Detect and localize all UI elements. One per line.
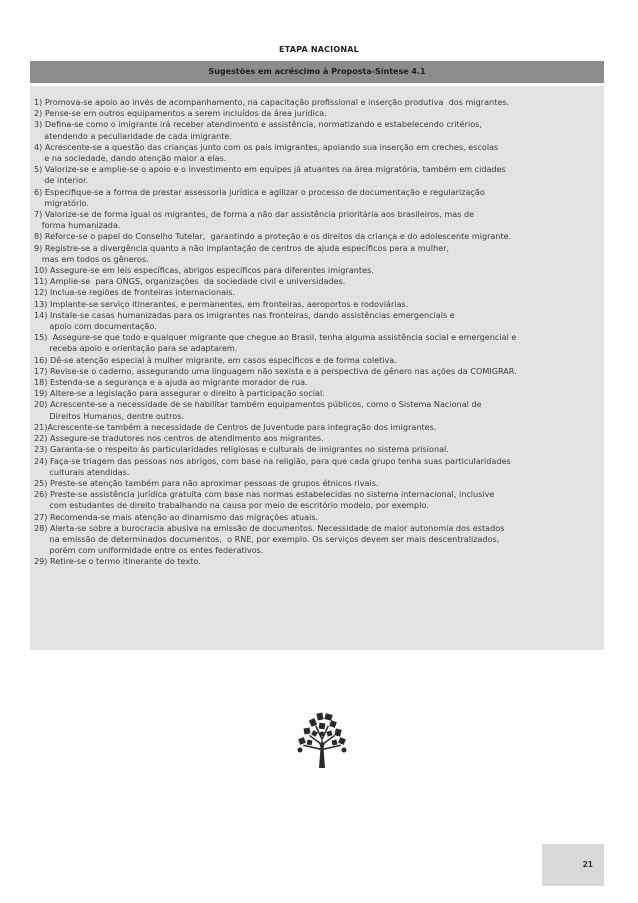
tree-icon (297, 712, 347, 768)
list-item: 16) Dê-se atenção especial à mulher migrante, em casos específicos e de forma coletiva. (34, 354, 397, 365)
list-item: atendendo a peculiaridade de cada imigrante. (34, 130, 232, 141)
list-item: na emissão de determinados documentos, o RNE, por exemplo. Os serviços devem ser mais descentralizados, (34, 533, 500, 544)
list-item: 19) Altere-se a legislação para assegurar o direito à participação social. (34, 388, 325, 399)
list-item: de interior. (34, 175, 89, 186)
list-item: 2) Pense-se em outros equipamentos a serem incluídos da área jurídica. (34, 108, 327, 119)
list-item: 17) Revise-se o caderno, assegurando uma linguagem não sexista e a perspectiva de gênero nas ações da COMIGRAR. (34, 365, 517, 376)
list-item: 23) Garanta-se o respeito às particularidades religiosas e culturais de imigrantes no sistema prisional. (34, 444, 449, 455)
list-item: culturais atendidas. (34, 466, 130, 477)
list-item: 20) Acrescente-se a necessidade de se habilitar também equipamentos públicos, como o Sistema Nacional de (34, 399, 482, 410)
suggestions-list (30, 86, 604, 650)
page-number: 21 (582, 860, 593, 869)
list-item: 25) Preste-se atenção também para não aproximar pessoas de grupos étnicos rivais. (34, 477, 379, 488)
list-item: 11) Amplie-se para ONGS, organizações da sociedade civil e universidades. (34, 276, 346, 287)
list-item: 27) Recomenda-se mais atenção ao dinamismo das migrações atuais. (34, 511, 319, 522)
list-item: 5) Valorize-se e amplie-se o apoio e o investimento em equipes já atuantes na área migratória, também em cidades (34, 164, 506, 175)
list-item: 22) Assegure-se tradutores nos centros de atendimento aos migrantes. (34, 433, 324, 444)
list-item: 13) Implante-se serviço itinerantes, e permanentes, em fronteiras, aeroportos e rodoviárias. (34, 298, 409, 309)
list-item: Direitos Humanos, dentre outros. (34, 410, 184, 421)
list-item: receba apoio e orientação para se adaptarem. (34, 343, 238, 354)
list-item: forma humanizada. (34, 220, 121, 231)
list-item: migratório. (34, 197, 89, 208)
list-item: 28) Alerta-se sobre a burocracia abusiva na emissão de documentos. Necessidade de maior autonomia dos estados (34, 522, 505, 533)
list-item: 15) Assegure-se que todo e qualquer migrante que chegue ao Brasil, tenha alguma assistência social e emergencial e (34, 332, 517, 343)
list-item: e na sociedade, dando atenção maior a elas. (34, 153, 227, 164)
list-item: 18) Estenda-se a segurança e a ajuda ao migrante morador de rua. (34, 377, 308, 388)
list-item: com estudantes de direito trabalhando na causa por meio de escritório modelo, por exemplo. (34, 500, 429, 511)
list-item: 6) Especifique-se a forma de prestar assessoria jurídica e agilizar o processo de documentação e regularização (34, 186, 485, 197)
list-item: 10) Assegure-se em leis específicas, abrigos específicos para diferentes imigrantes. (34, 265, 374, 276)
list-item: porém com uniformidade entre os entes federativos. (34, 545, 264, 556)
list-item: 24) Faça-se triagem das pessoas nos abrigos, com base na religião, para que cada grupo tenha suas particularidades (34, 455, 511, 466)
list-item: 3) Defina-se como o imigrante irá receber atendimento e assistência, normatizando e estabelecendo critérios, (34, 119, 482, 130)
list-item: apoio com documentação. (34, 321, 157, 332)
list-item: 26) Preste-se assistência jurídica gratuita com base nas normas estabelecidas no sistema internacional, inclusive (34, 489, 495, 500)
list-item: 21)Acrescente-se também a necessidade de Centros de Juventude para integração dos imigrantes. (34, 421, 437, 432)
list-item: 1) Promova-se apoio ao invés de acompanhamento, na capacitação profissional e inserção produtiva dos migrantes. (34, 97, 510, 107)
list-item: 29) Retire-se o termo itinerante do texto. (34, 556, 201, 567)
list-item: 12) Inclua-se regiões de fronteiras internacionais. (34, 287, 236, 298)
list-item: 7) Valorize-se de forma igual os migrantes, de forma a não dar assistência prioritária aos brasileiros, mas de (34, 209, 475, 220)
section-header: Sugestões em acréscimo à Proposta-Síntese 4.1 (30, 61, 604, 83)
list-item: 14) Instale-se casas humanizadas para os imigrantes nas fronteiras, dando assistências emergenciais e (34, 309, 455, 320)
page-number-box (542, 844, 604, 886)
list-item: 4) Acrescente-se a questão das crianças junto com os pais imigrantes, apoiando sua inserção em creches, escolas (34, 141, 499, 152)
list-item: 9) Registre-se a divergência quanto a não implantação de centros de ajuda específicos para a mulher, (34, 242, 450, 253)
page-title: ETAPA NACIONAL (279, 45, 359, 54)
list-item: 8) Reforce-se o papel do Conselho Tutelar, garantindo a proteção e os direitos da criança e do adolescente migrante. (34, 231, 512, 242)
list-item: mas em todos os gêneros. (34, 253, 149, 264)
